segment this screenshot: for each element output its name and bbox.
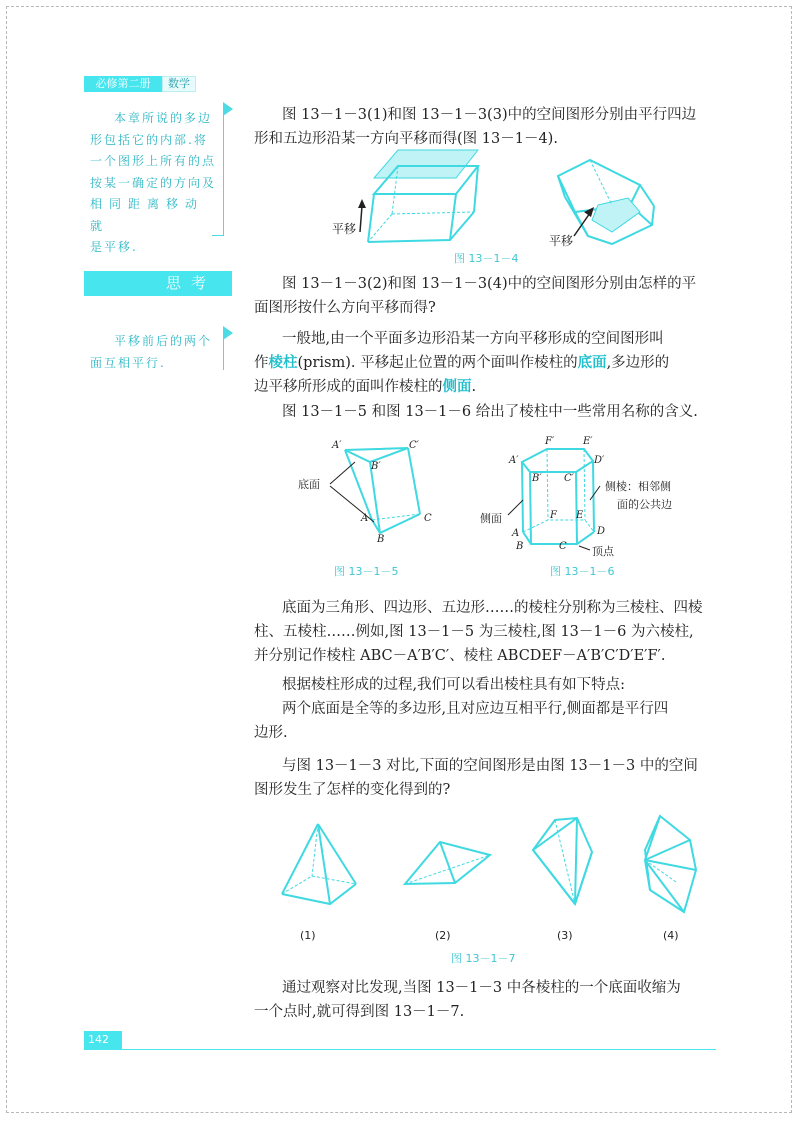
pyramid-2 [405, 842, 490, 884]
text-span: 作 [254, 355, 269, 371]
fig6-point-f1: F′ [545, 436, 555, 447]
fig5-caption: 图 13－1－5 [334, 565, 399, 578]
sidenote-line: 一个图形上所有的点 [90, 154, 217, 168]
footer-rule [84, 1049, 716, 1050]
fig6-point-e1: E′ [583, 436, 593, 447]
page-number: 142 [84, 1031, 122, 1049]
fig6-point-b: B [516, 541, 524, 552]
text-span: ,多边形的 [606, 355, 670, 371]
fig6-point-f: F [550, 510, 557, 521]
fig5-point-b1: B′ [371, 461, 381, 472]
fig7-label-4: (4) [663, 929, 679, 942]
think-label: 思考 [165, 274, 216, 292]
text-line: 形和五边形沿某一方向平移而得(图 13－1－4). [254, 131, 558, 147]
pyramid-1 [282, 824, 356, 904]
text-line: 根据棱柱形成的过程,我们可以看出棱柱具有如下特点: [282, 677, 625, 693]
fig4-caption: 图 13－1－4 [454, 252, 519, 265]
keyword-prism: 棱柱 [268, 354, 298, 371]
fig6-caption: 图 13－1－6 [550, 565, 615, 578]
text-line: 边形. [254, 725, 288, 741]
sidenote-line: 相同距离移动就 [90, 197, 205, 233]
sidenote-line: 是平移. [90, 240, 138, 254]
fig6-label-vertex: 顶点 [592, 545, 614, 558]
text-line: 底面为三角形、四边形、五边形……的棱柱分别称为三棱柱、四棱 [282, 600, 703, 616]
text-span: 边平移所形成的面叫作棱柱的 [254, 379, 443, 395]
pyramid-4 [645, 816, 696, 912]
pyramid-3 [533, 818, 592, 904]
fig6-label-side-edge-2: 面的公共边 [617, 498, 672, 511]
fig6-point-d1: D′ [594, 455, 605, 466]
text-line: 图形发生了怎样的变化得到的? [254, 782, 451, 798]
fig6-point-c1: C′ [564, 473, 574, 484]
fig6-label-side-edge-1: 侧棱：相邻侧 [605, 480, 671, 493]
book-title-tag: 必修第二册 [84, 76, 162, 92]
text-line: 并分别记作棱柱 ABC－A′B′C′、棱柱 ABCDEF－A′B′C′D′E′F′. [254, 648, 666, 664]
text-line: 一般地,由一个平面多边形沿某一方向平移形成的空间图形叫 [282, 331, 664, 347]
text-line: 图 13－1－5 和图 13－1－6 给出了棱柱中一些常用名称的含义. [282, 404, 698, 420]
fig7-caption: 图 13－1－7 [451, 952, 516, 965]
fig6-point-b1: B′ [532, 473, 542, 484]
text-span: . [471, 379, 477, 395]
fig5-point-a1: A′ [332, 440, 342, 451]
fig7-label-1: (1) [300, 929, 316, 942]
sidenote-line: 平移前后的两个 [114, 334, 213, 348]
sidenote-line: 形包括它的内部.将 [90, 132, 208, 147]
text-line: 图 13－1－3(1)和图 13－1－3(3)中的空间图形分别由平行四边 [282, 107, 697, 123]
text-span: (prism). 平移起止位置的两个面叫作棱柱的 [297, 355, 578, 371]
fig5-point-c: C [424, 513, 432, 524]
keyword-base: 底面 [577, 354, 607, 371]
sidenote-line: 按某一确定的方向及 [90, 175, 217, 190]
fig6-point-c: C [559, 541, 567, 552]
sidenote-line: 面互相平行. [90, 355, 166, 370]
fig6-point-e: E [576, 510, 584, 521]
fig4-label-translate-left: 平移 [332, 222, 357, 236]
fig6-label-side-face: 侧面 [480, 512, 502, 525]
subject-tag: 数学 [162, 76, 196, 92]
text-line: 面图形按什么方向平移而得? [254, 300, 436, 316]
fig5-point-a: A [361, 513, 369, 524]
fig6-point-d: D [597, 526, 606, 537]
text-line: 柱、五棱柱……例如,图 13－1－5 为三棱柱,图 13－1－6 为六棱柱, [254, 624, 694, 640]
fig6-point-a: A [512, 528, 520, 539]
paragraph-conclusion [254, 976, 724, 1024]
fig4-label-translate-right: 平移 [549, 234, 574, 248]
sidenote-line: 本章所说的多边 [114, 111, 213, 125]
text-line: 图 13－1－3(2)和图 13－1－3(4)中的空间图形分别由怎样的平 [282, 276, 697, 292]
fig6-point-a1: A′ [509, 455, 519, 466]
fig5-label-base: 底面 [298, 478, 320, 491]
text-line: 通过观察对比发现,当图 13－1－3 中各棱柱的一个底面收缩为 [282, 980, 681, 996]
text-line: 一个点时,就可得到图 13－1－7. [254, 1004, 465, 1020]
fig7-label-2: (2) [435, 929, 451, 942]
keyword-side-face: 侧面 [442, 378, 472, 395]
fig5-point-c1: C′ [409, 440, 419, 451]
text-line: 两个底面是全等的多边形,且对应边互相平行,侧面都是平行四 [282, 701, 669, 717]
text-line: 与图 13－1－3 对比,下面的空间图形是由图 13－1－3 中的空间 [282, 758, 698, 774]
fig5-point-b: B [377, 534, 385, 545]
fig7-label-3: (3) [557, 929, 573, 942]
